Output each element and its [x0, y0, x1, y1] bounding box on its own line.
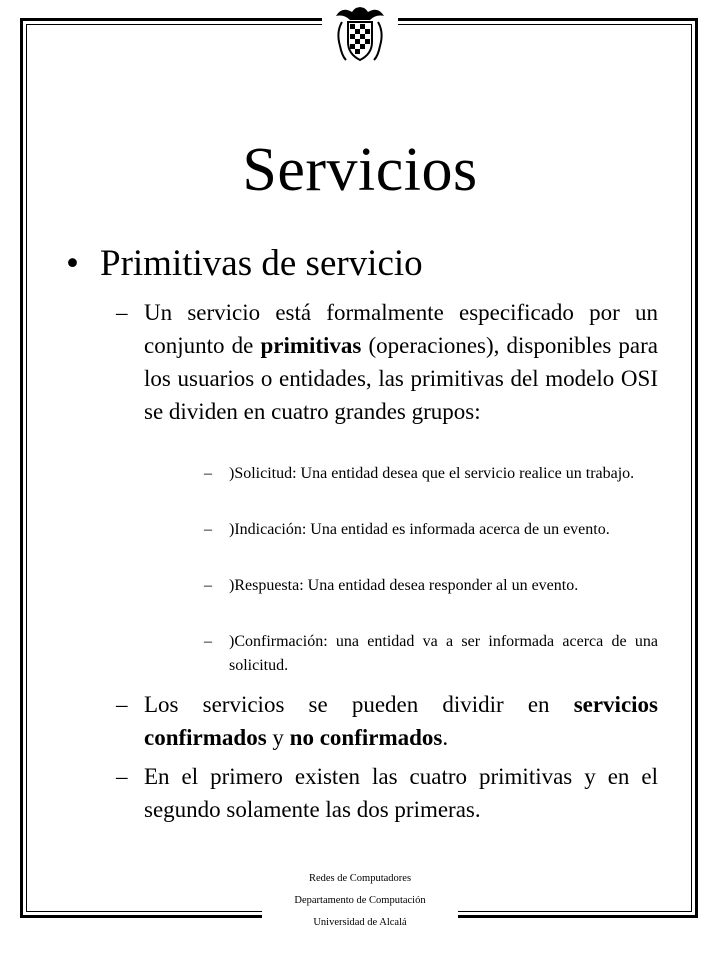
slide-title: Servicios — [242, 136, 478, 204]
bullet-marker: • — [66, 243, 79, 284]
footer-course: Redes de Computadores — [308, 873, 412, 884]
main-bullet-text: Primitivas de servicio — [100, 243, 423, 284]
dash-marker: – — [204, 521, 212, 538]
dash-marker: – — [116, 300, 128, 325]
footer-university: Universidad de Alcalá — [313, 917, 407, 928]
footer-department: Departamento de Computación — [294, 895, 426, 906]
dash-marker: – — [204, 465, 212, 482]
dash-marker: – — [116, 764, 128, 789]
sub-item-primitives-usage — [116, 760, 658, 826]
sub-item-service-types — [116, 688, 658, 754]
dash-marker: – — [116, 692, 128, 717]
sub-item-text: Los servicios se pueden dividir en servicios confirmados y no confirmados. — [144, 692, 658, 750]
dash-marker: – — [204, 577, 212, 594]
sub-item-primitives-intro — [116, 296, 658, 428]
sub-item-text: En el primero existen las cuatro primitivas y en el segundo solamente las dos primeras. — [144, 764, 658, 822]
primitive-text: )Solicitud: Una entidad desea que el servicio realice un trabajo. — [229, 465, 635, 482]
university-crest-icon — [328, 2, 392, 66]
footer — [262, 868, 458, 934]
primitive-item-solicitud — [204, 462, 658, 486]
main-bullet — [66, 240, 423, 288]
sub-item-text: Un servicio está formalmente especificado por un conjunto de primitivas (operaciones), disponibles para los usuarios o entidades, las primitivas del modelo OSI se dividen en cuatro grandes grupos: — [144, 300, 658, 424]
primitive-text: )Indicación: Una entidad es informada acerca de un evento. — [229, 521, 610, 538]
primitive-item-confirmacion — [204, 630, 658, 678]
primitive-text: )Confirmación: una entidad va a ser informada acerca de una solicitud. — [229, 633, 658, 674]
primitive-text: )Respuesta: Una entidad desea responder al un evento. — [229, 577, 579, 594]
primitive-item-indicacion — [204, 518, 658, 542]
dash-marker: – — [204, 633, 212, 650]
primitive-item-respuesta — [204, 574, 658, 598]
